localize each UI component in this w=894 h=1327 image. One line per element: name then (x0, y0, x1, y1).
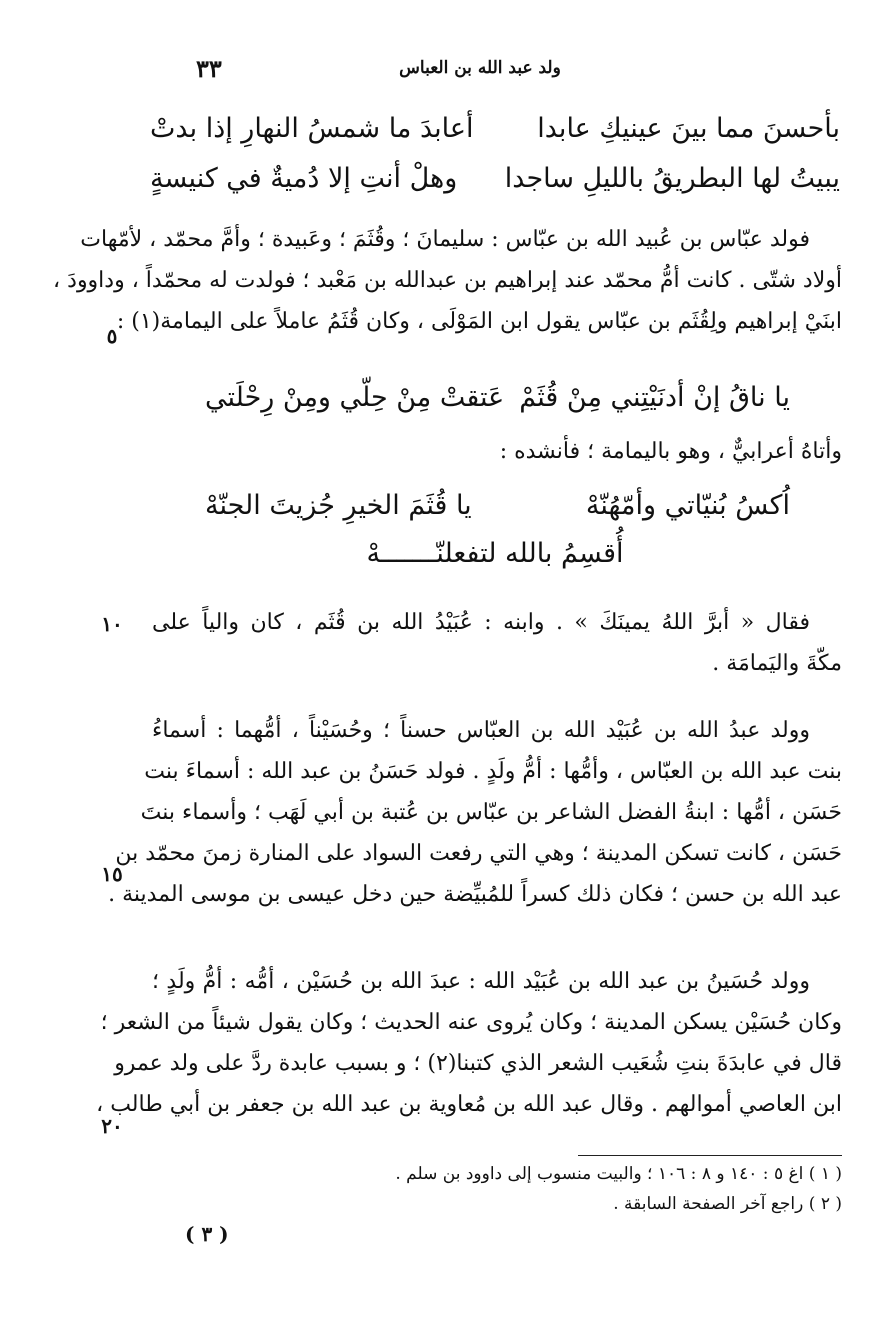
verse-hemistich-right: وهلْ أنتِ إلا دُميةٌ في كنيسةٍ (150, 162, 458, 194)
verse-line (150, 105, 840, 151)
verse-hemistich-right: أعابدَ ما شمسُ النهارِ إذا بدتْ (150, 112, 474, 144)
paragraph-line: وكان حُسَيْن يسكن المدينة ؛ وكان يُروى عنه الحديث ؛ وكان يقول شيئاً من الشعر ؛ (100, 1010, 842, 1035)
paragraph-line: وأتاهُ أعرابيٌّ ، وهو باليمامة ؛ فأنشده : (499, 439, 842, 464)
footnote: ( ٢ ) راجع آخر الصفحة السابقة . (613, 1194, 842, 1214)
paragraph-line: ابنَيْ إبراهيم ولِقُثَم بن عبّاس يقول ابن المَوْلَى ، وكان قُثَمُ عاملاً على اليمامة(١) : (116, 309, 842, 334)
paragraph-line: بنت عبد الله بن العبّاس ، وأمُّها : أمُّ ولَدٍ . فولد حَسَنُ بن عبد الله : أسماءَ بنت (144, 759, 842, 784)
footnote: ( ١ ) اغ ٥ : ١٤٠ و ٨ : ١٠٦ ؛ والبيت منسوب إلى داوود بن سلم . (395, 1164, 842, 1184)
paragraph-line: أولاد شتّى . كانت أمُّ محمّد عند إبراهيم بن عبدالله بن مَعْبد ؛ فولدت له محمّداً ، وداوودَ ، (53, 268, 842, 293)
paragraph-line: قال في عابدَةَ بنتِ شُعَيب الشعر الذي كتبنا(٢) ؛ و بسبب عابدة ردَّ على ولد عمرو (114, 1051, 842, 1076)
paragraph-line: حَسَن ، أمُّها : ابنةُ الفضل الشاعر بن عبّاس بن عُتبة بن أبي لَهَب ؛ وأسماء بنتَ (140, 800, 842, 825)
paragraph-line: وولد حُسَينُ بن عبد الله بن عُبَيْد الله : عبدَ الله بن حُسَيْن ، أمُّه : أمُّ ولَدٍ ؛ (152, 969, 810, 994)
line-number: ١٠ (101, 612, 123, 636)
verse-hemistich-left: اُكسُ بُنيّاتي وأمّهُنّهْ (585, 489, 790, 521)
paragraph-line: فولد عبّاس بن عُبيد الله بن عبّاس : سليمانَ ؛ وقُثَمَ ؛ وعَبيدة ؛ وأمَّ محمّد ، لأمّهات (80, 227, 810, 252)
running-header: ولد عبد الله بن العباس (399, 58, 561, 78)
paragraph-line: ابن العاصي أموالهم . وقال عبد الله بن مُعاوية بن عبد الله بن جعفر بن أبي طالب ، (96, 1092, 842, 1117)
verse-line (205, 482, 790, 528)
verse-line (205, 374, 790, 420)
paragraph-line: مكّةَ واليَمامَة . (712, 651, 842, 676)
verse-hemistich-left: بأحسنَ مما بينَ عينيكِ عابدا (537, 112, 840, 144)
footnote-rule (578, 1155, 842, 1156)
paragraph (152, 602, 842, 684)
paragraph (96, 961, 842, 1125)
signature-mark: ( ٣ ) (185, 1222, 229, 1246)
paragraph (152, 431, 842, 472)
verse-hemistich-right: يا قُثَمَ الخيرِ جُزيتَ الجنّهْ (205, 489, 472, 521)
page-number: ٣٣ (196, 54, 222, 83)
verse-hemistich-left: يبيتُ لها البطريقُ بالليلِ ساجدا (504, 162, 840, 194)
paragraph-line: فقال « أبرَّ اللهُ يمينَكَ » . وابنه : عُبَيْدُ الله بن قُثَم ، كان والياً على (152, 610, 810, 635)
line-number: ٢٠ (101, 1114, 123, 1138)
paragraph-line: حَسَن ، كانت تسكن المدينة ؛ وهي التي رفعت السواد على المنارة زمنَ محمّد بن (115, 841, 842, 866)
verse-hemistich-right: عَتقتْ مِنْ حِلّي ومِنْ رِحْلَتي (205, 381, 505, 413)
verse-hemistich-left: يا ناقُ إنْ أدنَيْتِني مِنْ قُثَمْ (519, 381, 790, 413)
paragraph-line: عبد الله بن حسن ؛ فكان ذلك كسراً للمُبيِّضة حين دخل عيسى بن موسى المدينة . (108, 882, 842, 907)
verse-line-centered: أُقسِمُ بالله لتفعلنّـــــــهْ (366, 538, 624, 569)
paragraph (53, 219, 842, 342)
paragraph-line: وولد عبدُ الله بن عُبَيْد الله بن العبّاس حسناً ؛ وحُسَيْناً ، أمُّهما : أسماءُ (152, 718, 810, 743)
verse-line (150, 155, 840, 201)
line-number: ١٥ (101, 862, 123, 886)
line-number: ٥ (106, 324, 118, 348)
